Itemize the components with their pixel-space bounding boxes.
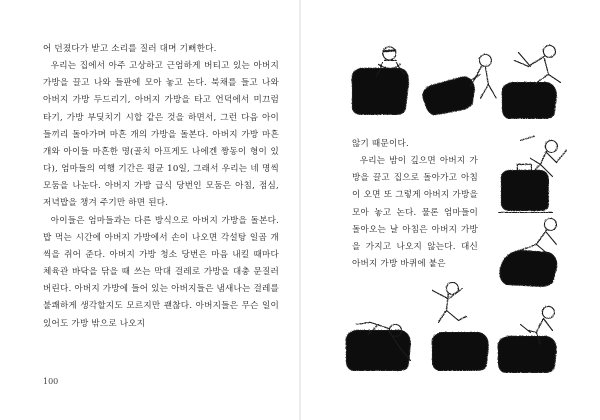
boy-hugging-bag-icon xyxy=(352,47,408,115)
boy-sliding-on-bag-icon xyxy=(500,218,557,286)
boy-riding-bag-icon xyxy=(502,45,560,118)
paragraph: 우리는 집에서 아주 고상하고 근엄하게 버티고 있는 아버지 가방을 끌고 나와 들판에 모아 놓고 논다. 북채를 들고 나와 아버지 가방 두드리기, 아버지 가방을 타고 언덕에서 미끄럼 타기, 가방 부딪치기 시합 같은 것을 하면서, 그런 다음 아이들끼리 돌아가며 마흔 개의 가방을 돌본다. 아버지 가방 마흔 개와 아이들 마흔한 명(골치 아프게도 나에겐 짱동이 형이 있다), 엄마들의 여행 기간은 평균 10일, 그래서 우리는 네 명씩 모둠을 나눈다. 아버지 가방 급식 당번인 모둠은 아침, 점심, 저녁밥을 챙겨 주기만 하면 된다. xyxy=(43,61,279,209)
bag-on-dolly-icon xyxy=(498,164,552,212)
boy-leaping-icon xyxy=(432,282,466,322)
boy-pushing-bag-icon xyxy=(420,54,496,117)
boy-bending-over-bag-icon xyxy=(346,322,410,370)
boy-drumming-on-bag-icon xyxy=(498,306,556,372)
paragraph: 우리는 밤이 깊으면 아버지 가방을 끌고 집으로 돌아가고 아침이 오면 또 그렇게 아버지 가방을 모아 놓고 논다. 물론 엄마들이 돌아오는 날 아침은 아버지 가방을 가지고 나오지 않는다. 대신 아버지 가방 바퀴에 붙은 xyxy=(352,156,478,270)
paragraph: 아이들은 엄마들과는 다른 방식으로 아버지 가방을 돌본다. 밥 먹는 시간에 아버지 가방에서 손이 나오면 각설탕 일곱 개씩을 쥐어 준다. 아버지 가방 청소 당번은 마음 내킬 때마다 체육관 바닥을 닦을 때 쓰는 막대 걸레로 가방을 대충 문질러 버린다. 아버지 가방에 들어 있는 아버지들은 냄새나는 걸레를 불쾌하게 생각할지도 모르지만 괜찮다. 아버지들은 무슨 일이 있어도 가방 밖으로 나오지 xyxy=(43,215,279,329)
bag-on-ground-icon xyxy=(432,332,488,370)
paragraph: 어 던졌다가 받고 소리를 질러 대며 기뻐한다. xyxy=(43,44,217,54)
page-number: 100 xyxy=(43,377,59,386)
paragraph: 않기 때문이다. xyxy=(352,139,409,149)
